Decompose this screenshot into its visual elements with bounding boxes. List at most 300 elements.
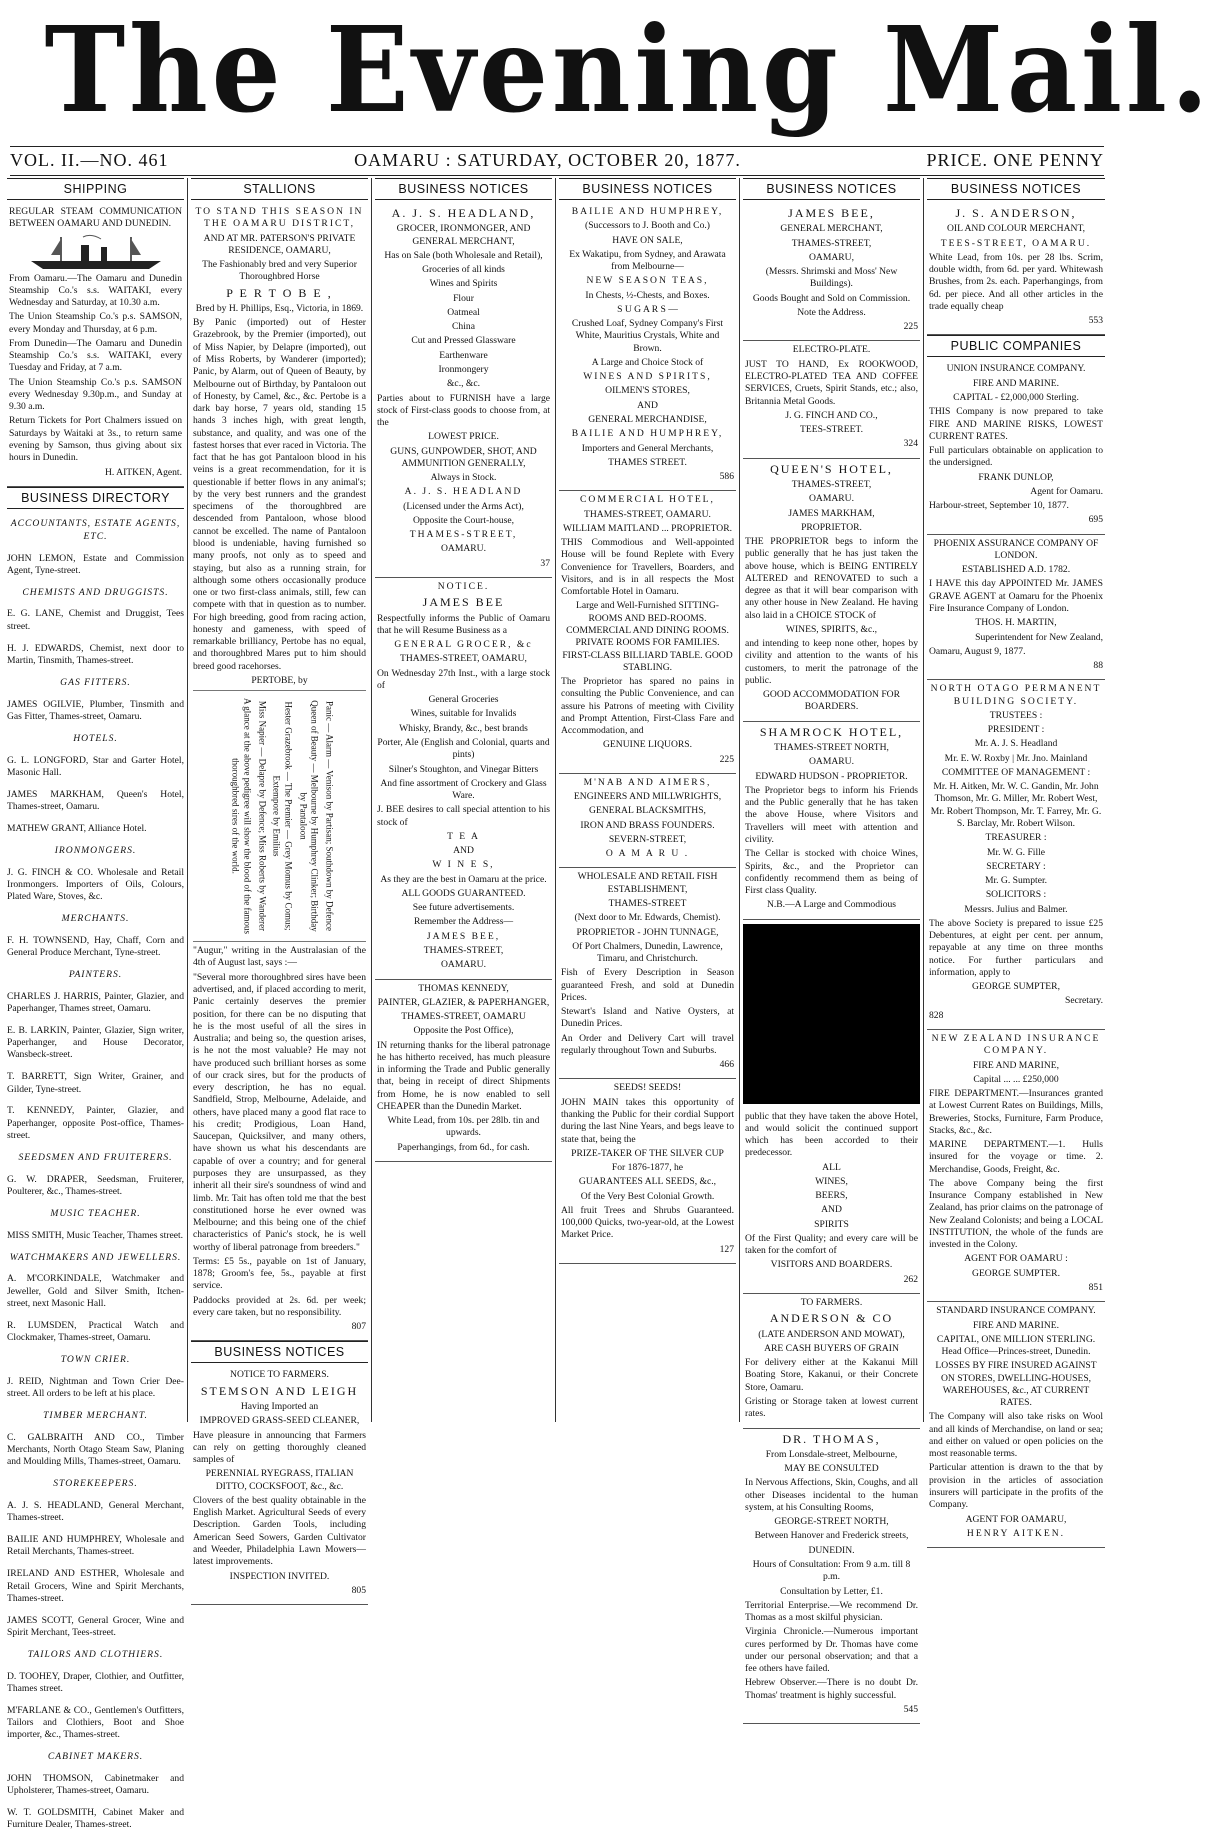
ad-text: Always in Stock.: [430, 472, 497, 484]
firm-name: J. G. FINCH AND CO.,: [785, 409, 878, 421]
ad-text: AGENT FOR OAMARU,: [965, 1513, 1067, 1525]
section-heading: STALLIONS: [191, 178, 368, 200]
stallion-location: AND AT MR. PATERSON'S PRIVATE RESIDENCE, OAMARU,: [203, 232, 356, 256]
list-item: Oatmeal: [447, 306, 480, 318]
list-item: General Groceries: [428, 694, 499, 706]
ad-text: Of the Very Best Colonial Growth.: [580, 1190, 715, 1202]
list-item: Cut and Pressed Glassware: [411, 335, 516, 347]
list-item: And fine assortment of Crockery and Glass Ware.: [380, 777, 547, 802]
ad-number: 37: [540, 557, 550, 569]
bailie-ad: [559, 203, 736, 491]
firm-name: JAMES BEE,: [426, 930, 501, 942]
directory-entry: J. G. FINCH & CO. Wholesale and Retail Ironmongers. Importers of Oils, Colours, Plated Ware, Stoves, &c.: [7, 866, 184, 903]
ad-text: Particular attention is drawn to the that by provision in the articles of association insurers will participate in the profits of the Company.: [929, 1462, 1103, 1511]
shipping-ad: [7, 203, 184, 487]
ad-text: ESTABLISHED A.D. 1782.: [961, 564, 1071, 576]
ad-text: Mr. E. W. Roxby | Mr. Jno. Mainland: [944, 752, 1088, 764]
firm-trade: PAINTER, GLAZIER, & PAPERHANGER,: [377, 996, 550, 1008]
redaction-block: [743, 924, 920, 1104]
directory-category: IRONMONGERS.: [54, 844, 137, 856]
ad-text: Messrs. Julius and Balmer.: [964, 903, 1068, 915]
ad-text: GOOD ACCOMMODATION FOR BOARDERS.: [763, 689, 900, 713]
ship-schedule: The Union Steamship Co.'s p.s. SAMSON every Wednesday 9.30p.m., and Sunday at 9.30 a.m.: [9, 376, 182, 413]
directory-entry: MATHEW GRANT, Alliance Hotel.: [7, 822, 147, 834]
ad-text: SOLICITORS :: [985, 889, 1047, 901]
ad-text: GENERAL MERCHANDISE,: [588, 413, 707, 425]
ad-number: 127: [719, 1243, 734, 1255]
ad-text: Territorial Enterprise.—We recommend Dr. Thomas as a most skilful physician.: [745, 1599, 918, 1624]
pedigree-line: Panic — Alarm — Venison by Partisan; Southdown by Defence: [323, 701, 334, 932]
ad-text: Fish of Every Description in Season guaranteed Fresh, and sold at Dunedin Prices.: [561, 967, 734, 1003]
ad-text: ENGINEERS AND MILLWRIGHTS,: [573, 791, 722, 803]
ad-number: 807: [351, 1321, 366, 1333]
ad-text: GUARANTEES ALL SEEDS, &c.,: [578, 1176, 717, 1188]
directory-category: PAINTERS.: [68, 968, 123, 980]
ad-text: THAMES-STREET, OAMARU: [401, 1011, 526, 1023]
ad-text: TEES-STREET, OAMARU.: [940, 237, 1092, 249]
list-item: &c., &c.: [446, 378, 481, 390]
ad-text: OAMARU.: [808, 756, 855, 768]
ad-text: PRESIDENT :: [987, 724, 1045, 736]
ad-text: IMPROVED GRASS-SEED CLEANER,: [199, 1415, 360, 1427]
ship-schedule: From Oamaru.—The Oamaru and Dunedin Steamship Co.'s s.s. WAITAKI, every Wednesday and Saturday, at 10.30 a.m.: [9, 272, 182, 309]
ad-title: ELECTRO-PLATE.: [792, 344, 871, 356]
ad-text: FRANK DUNLOP,: [978, 471, 1054, 483]
ad-number: 324: [903, 438, 918, 450]
ad-text: Remember the Address—: [413, 916, 514, 928]
firm-name: M'NAB AND AIMERS,: [583, 776, 712, 788]
section-heading: BUSINESS NOTICES: [743, 178, 920, 200]
ad-number: 828: [929, 1009, 944, 1021]
ad-text: PERENNIAL RYEGRASS, ITALIAN DITTO, COCKSFOOT, &c., &c.: [205, 1468, 354, 1492]
section-heading: PUBLIC COMPANIES: [927, 335, 1105, 357]
ad-text: ALL: [822, 1161, 841, 1173]
directory-entry: JAMES SCOTT, General Grocer, Wine and Spirit Merchant, Tees-street.: [7, 1614, 184, 1638]
ad-text: VISITORS AND BOARDERS.: [770, 1259, 893, 1271]
ad-text: (Messrs. Shrimski and Moss' New Buildings).: [765, 266, 898, 290]
ship-ad-title: REGULAR STEAM COMMUNICATION BETWEEN OAMARU AND DUNEDIN.: [9, 206, 182, 230]
list-item: Flour: [453, 292, 474, 304]
queens-hotel-ad: [743, 459, 920, 722]
ad-text: ARE CASH BUYERS OF GRAIN: [764, 1342, 899, 1354]
ad-text: The Proprietor has spared no pains in consulting the Public Convenience, and can assure his Patrons of meeting with Civility and Prompt Attention, First-Class Fare and Accommodation, and: [561, 676, 734, 737]
ad-text: OAMARU.: [440, 543, 487, 555]
ad-text: OAMARU,: [808, 251, 855, 263]
ad-number: 88: [1093, 660, 1103, 672]
ad-text: AND: [637, 399, 658, 411]
ad-text: BEERS,: [815, 1190, 848, 1202]
list-item: Porter, Ale (English and Colonial, quarts and pints): [377, 737, 550, 761]
ad-text: GENERAL MERCHANT,: [780, 223, 883, 235]
ad-text: Mr. H. Aitken, Mr. W. C. Gandin, Mr. John Thomson, Mr. G. Miller, Mr. Robert West, Mr. Robert Thompson, Mr. T. Farrey, Mr. G. S. Barclay, Mr. Robert Wilson.: [930, 781, 1102, 829]
ad-text: PRIZE-TAKER OF THE SILVER CUP: [571, 1147, 724, 1159]
ad-text: OAMARU.: [808, 493, 855, 505]
ad-text: Mr. G. Sumpter.: [984, 875, 1048, 887]
directory-entry: G. W. DRAPER, Seedsman, Fruiterer, Poulterer, &c., Thames-street.: [7, 1173, 184, 1197]
ad-text: Have pleasure in announcing that Farmers can rely on getting thoroughly cleaned samples of: [193, 1429, 366, 1466]
ad-number: 695: [1088, 514, 1103, 526]
list-item: Whisky, Brandy, &c., best brands: [399, 722, 528, 734]
ad-text: TRUSTEES :: [989, 709, 1043, 721]
firm-name: QUEEN'S HOTEL,: [770, 461, 893, 476]
steamship-icon: [21, 233, 171, 273]
firm-trade: GROCER, IRONMONGER, AND GENERAL MERCHANT,: [396, 223, 531, 247]
place-date: OAMARU : SATURDAY, OCTOBER 20, 1877.: [354, 150, 741, 170]
list-item: Ironmongery: [438, 364, 489, 376]
electro-plate-ad: [743, 341, 920, 458]
directory-category: MERCHANTS.: [61, 912, 130, 924]
directory-entry: JAMES OGILVIE, Plumber, Tinsmith and Gas Fitter, Thames-street, Oamaru.: [7, 698, 184, 722]
ad-text: Note the Address.: [797, 306, 866, 318]
columns: [4, 178, 1110, 1831]
column-business-4: [556, 178, 740, 1422]
directory-entry: G. L. LONGFORD, Star and Garter Hotel, Masonic Hall.: [7, 754, 184, 778]
ad-text: For 1876-1877, he: [611, 1162, 684, 1174]
directory-entry: H. J. EDWARDS, Chemist, next door to Martin, Tinsmith, Thames-street.: [7, 642, 184, 666]
ad-text: S U G A R S —: [617, 303, 678, 315]
ad-text: FIRE DEPARTMENT.—Insurances granted at Lowest Current Rates on Buildings, Mills, Breweries, Stocks, Furniture, Farm Produce, Stacks, &c., &c.: [929, 1088, 1103, 1136]
directory-category: GAS FITTERS.: [60, 676, 131, 688]
ad-text: In Chests, ½-Chests, and Boxes.: [585, 289, 710, 301]
ad-text: (Licensed under the Arms Act),: [403, 500, 524, 512]
directory-entry: A. M'CORKINDALE, Watchmaker and Jeweller, Gold and Silver Smith, Itchen-street, next Masonic Hall.: [7, 1273, 184, 1309]
ad-text: GEORGE SUMPTER,: [972, 981, 1060, 993]
ad-text: THAMES-STREET,: [791, 478, 872, 490]
firm-name: ANDERSON & CO: [769, 1311, 894, 1326]
stallion-breeder: Bred by H. Phillips, Esq., Victoria, in 1869.: [195, 302, 364, 314]
firm-name: A. J. S. HEADLAND: [404, 486, 523, 498]
dr-thomas-ad: [743, 1429, 920, 1725]
ad-text: THAMES-STREET,: [791, 237, 872, 249]
ad-text: Gristing or Storage taken at lowest current rates.: [745, 1395, 918, 1420]
shamrock-hotel-ad: [743, 722, 920, 920]
directory-entry: W. T. GOLDSMITH, Cabinet Maker and Furniture Dealer, Thames-street.: [7, 1807, 184, 1831]
ad-text: FIRE AND MARINE,: [972, 1059, 1060, 1071]
building-society-ad: [927, 680, 1105, 1030]
ad-text: INSPECTION INVITED.: [229, 1570, 330, 1582]
ship-schedule: The Union Steamship Co.'s p.s. SAMSON, every Monday and Thursday, at 6 p.m.: [9, 311, 182, 335]
list-item: Groceries of all kinds: [422, 264, 505, 276]
augur-quote-intro: "Augur," writing in the Australasian of the 4th of August last, says :—: [193, 945, 366, 969]
ad-text: Secretary.: [1065, 995, 1103, 1007]
ad-text: Importers and General Merchants,: [581, 442, 714, 454]
hotel-continued-ad: [743, 1108, 920, 1294]
ad-text: OAMARU.: [440, 959, 487, 971]
stallion-description: The Fashionably bred and very Superior Thoroughbred Horse: [202, 259, 357, 283]
pedigree-title: PERTOBE, by: [251, 674, 308, 686]
ad-text: THAMES STREET.: [608, 456, 687, 468]
ad-text: OIL AND COLOUR MERCHANT,: [946, 223, 1086, 235]
directory-category: TAILORS AND CLOTHIERS.: [27, 1648, 164, 1660]
farmers-ad: [743, 1294, 920, 1428]
section-heading: BUSINESS NOTICES: [559, 178, 736, 200]
ad-text: LOWEST PRICE.: [428, 431, 499, 443]
ad-text: J. BEE desires to call special attention to his stock of: [377, 804, 550, 828]
ad-text: I HAVE this day APPOINTED Mr. JAMES GRAVE AGENT at Oamaru for the Phoenix Fire Insurance Company of London.: [929, 578, 1103, 614]
ad-text: All fruit Trees and Shrubs Guaranteed. 100,000 Quicks, two-year-old, at the Lowest Market Price.: [561, 1204, 734, 1241]
ad-text: THAMES-STREET,: [409, 529, 518, 541]
ad-text: In Nervous Affections, Skin, Coughs, and all other Diseases incidental to the human system, at his Consulting Rooms,: [745, 1477, 918, 1513]
ad-number: 225: [719, 753, 734, 765]
ad-text: OILMEN'S STORES,: [605, 385, 690, 397]
ad-text: LOSSES BY FIRE INSURED AGAINST ON STORES, DWELLING-HOUSES, WAREHOUSES, &c., AT CURRENT RATES.: [935, 1360, 1097, 1409]
ad-text: Superintendent for New Zealand,: [975, 631, 1103, 643]
ad-text: N.B.—A Large and Commodious: [766, 899, 897, 911]
ad-text: Clovers of the best quality obtainable in the English Market. Agricultural Seeds of every Description. Garden Tools, including American Seed Sowers, Garden Cultivator and Weeder, Philadelphia Lawn Mowers—latest improvements.: [193, 1494, 366, 1568]
ad-text: Ex Wakatipu, from Sydney, and Arawata from Melbourne—: [569, 248, 726, 273]
directory-entry: E. G. LANE, Chemist and Druggist, Tees street.: [7, 608, 184, 632]
ad-text: Paperhangings, from 6d., for cash.: [397, 1141, 530, 1153]
directory-entry: E. B. LARKIN, Painter, Glazier, Sign writer, Paperhanger, and House Decorator, Wansbeck-street.: [7, 1024, 184, 1061]
ad-number: 262: [903, 1273, 918, 1285]
ad-number: 553: [1088, 315, 1103, 327]
ad-text: TEES-STREET.: [800, 424, 863, 436]
ad-text: The above Society is prepared to issue £25 Debentures, at eight per cent. per annum, repayable at any time on three months notice. For further particulars and information, apply to: [929, 917, 1103, 978]
firm-name: THOMAS KENNEDY,: [418, 982, 509, 994]
commercial-hotel-ad: [559, 491, 736, 774]
ad-text: Virginia Chronicle.—Numerous important cures performed by Dr. Thomas have come under our personal observation; and that a fee others have failed.: [745, 1626, 918, 1675]
ad-text: Opposite the Court-house,: [413, 514, 514, 526]
ad-text: Of Port Chalmers, Dunedin, Lawrence, Timaru, and Christchurch.: [572, 940, 723, 965]
directory-entry: JOHN THOMSON, Cabinetmaker and Upholsterer, Thames-street, Oamaru.: [7, 1772, 184, 1797]
anderson-oil-ad: [927, 203, 1105, 335]
directory-category: CHEMISTS AND DRUGGISTS.: [22, 586, 169, 598]
ad-text: MARINE DEPARTMENT.—1. Hulls insured for the voyage or time. 2. Merchandise, Goods, Freight, &c.: [929, 1139, 1103, 1175]
ad-text: public that they have taken the above Hotel, and would solicit the continued support which has been accorded to their predecessor.: [745, 1110, 918, 1159]
ship-schedule: Return Tickets for Port Chalmers issued on Saturdays by Waitaki at 3s., to return same evening by Samson, thus giving about six hours in Dunedin.: [9, 415, 182, 464]
section-heading: BUSINESS NOTICES: [375, 178, 552, 200]
ad-text: The Cellar is stocked with choice Wines, Spirits, &c., and the Proprietor can confidently recommend them as being of First class Quality.: [745, 848, 918, 897]
ad-text: From Lonsdale-street, Melbourne,: [765, 1448, 898, 1460]
ad-text: and intending to keep none other, hopes by civility and attention to the wants of his customers, to merit the patronage of the public.: [745, 638, 918, 686]
firm-name: JAMES BEE: [422, 595, 505, 610]
bee-merchant-ad: [743, 203, 920, 341]
ad-text: EDWARD HUDSON - PROPRIETOR.: [755, 770, 908, 782]
firm-name: NORTH OTAGO PERMANENT BUILDING SOCIETY.: [930, 683, 1102, 707]
firm-name: J. S. ANDERSON,: [955, 206, 1077, 220]
ad-text: W I N E S,: [432, 859, 495, 871]
ad-text: Harbour-street, September 10, 1877.: [929, 500, 1069, 512]
ad-text: Has on Sale (both Wholesale and Retail),: [384, 249, 543, 261]
ad-text: Hours of Consultation: From 9 a.m. till 8 p.m.: [752, 1558, 911, 1583]
directory-entry: R. LUMSDEN, Practical Watch and Clockmaker, Thames-street, Oamaru.: [7, 1319, 184, 1344]
ad-text: Capital ... ... £250,000: [973, 1073, 1059, 1085]
ad-number: 805: [351, 1584, 366, 1596]
ad-text: Full particulars obtainable on application to the undersigned.: [929, 445, 1103, 469]
ad-text: Between Hanover and Frederick streets,: [754, 1530, 909, 1542]
ad-text: A Large and Choice Stock of: [591, 356, 704, 368]
ad-text: MAY BE CONSULTED: [784, 1463, 879, 1475]
stemson-ad: [191, 1366, 368, 1605]
ad-text: WINES,: [815, 1175, 848, 1187]
ad-text: SEVERN-STREET,: [608, 833, 687, 845]
ad-text: WILLIAM MAITLAND ... PROPRIETOR.: [562, 522, 733, 534]
section-heading: SHIPPING: [7, 178, 184, 200]
directory-entry: M'FARLANE & CO., Gentlemen's Outfitters, Tailors and Clothiers, Boot and Shoe importer, &c., Thames-street.: [7, 1704, 184, 1741]
ad-text: GEORGE-STREET NORTH,: [774, 1516, 889, 1528]
ad-text: Respectfully informs the Public of Oamaru that he will Resume Business as a: [377, 612, 550, 636]
dateline: [10, 150, 1104, 174]
ad-text: Stewart's Island and Native Oysters, at Dunedin Prices.: [561, 1006, 734, 1030]
ad-text: FIRE AND MARINE.: [972, 377, 1060, 389]
ad-text: PROPRIETOR.: [801, 521, 862, 533]
ad-text: GEORGE SUMPTER.: [972, 1267, 1060, 1279]
ad-text: White Lead, from 10s. per 28lb. tin and upwards.: [387, 1115, 540, 1139]
ad-text: Consultation by Letter, £1.: [780, 1585, 883, 1597]
ad-text: (Next door to Mr. Edwards, Chemist).: [574, 912, 721, 924]
directory-entry: T. BARRETT, Sign Writer, Grainer, and Gilder, Tyne-street.: [7, 1071, 184, 1095]
ad-text: IRON AND BRASS FOUNDERS.: [580, 819, 715, 831]
phoenix-ad: [927, 535, 1105, 681]
list-item: Wines and Spirits: [429, 278, 498, 290]
directory-entry: A. J. S. HEADLAND, General Merchant, Thames-street.: [7, 1499, 184, 1524]
ad-text: THAMES-STREET, OAMARU,: [400, 653, 527, 665]
stallion-paddocks: Paddocks provided at 2s. 6d. per week; every care taken, but no responsibility.: [193, 1294, 366, 1318]
directory-entry: BAILIE AND HUMPHREY, Wholesale and Retail Merchants, Thames-street.: [7, 1534, 184, 1558]
ad-text: Mr. A. J. S. Headland: [974, 738, 1058, 750]
ad-text: AND: [821, 1204, 842, 1216]
firm-name: BAILIE AND HUMPHREY,: [571, 428, 724, 440]
firm-name: NEW ZEALAND INSURANCE COMPANY.: [931, 1032, 1101, 1057]
directory-entry: T. KENNEDY, Painter, Glazier, and Paperhanger, opposite Post-office, Thames-street.: [7, 1105, 184, 1141]
pedigree-note: A glance at the above pedigree will show the blood of the famous thoroughbred sires of the world.: [229, 698, 252, 935]
ad-text: THAMES-STREET: [608, 898, 687, 910]
firm-name: BAILIE AND HUMPHREY,: [571, 206, 724, 217]
ad-text: For delivery either at the Kakanui Mill Boating Store, Kakanui, or their Concrete Store, Oamaru.: [745, 1357, 918, 1393]
directory-category: MUSIC TEACHER.: [50, 1207, 141, 1219]
firm-name: UNION INSURANCE COMPANY.: [946, 363, 1086, 375]
stallion-name: P E R T O B E ,: [226, 285, 333, 300]
ad-text: IN returning thanks for the liberal patronage he has hitherto received, has much pleasure in informing the Trade and Public generally that, being in receipt of direct Shipments from Home, he is now enabled to sell CHEAPER than the Dunedin Market.: [377, 1039, 550, 1112]
firm-name: COMMERCIAL HOTEL,: [580, 494, 715, 506]
augur-quote: "Several more thoroughbred sires have been advertised, and, if placed according to merit, Panic certainly deserves the premier position, for there can be no disputing that he is the most useful of all the sires in Australia; and being so, the question arises, is he not the most valuable? He may not have produced such brilliant horses as some of our crack sires, but for the products of every description, he has no equal. Sandfield, Strop, Melbourne, Adelaide, and others, have placed many a good flat race to his credit; Prodigious, Loan Hand, Saucepan, Quicksilver, and many others, have shown us what his descendants are capable of over a country; and for general purposes they are unsurpassed, as they inherit all their sire's soundness of wind and limb. Mr. Tait has often told me that the best constitutioned horse he ever owned was Melbourne; and this being one of the chief characteristics of Panic's stock, he is well worthy of liberal patronage from breeders.": [193, 971, 366, 1253]
firm-name: A. J. S. HEADLAND,: [391, 206, 536, 220]
ad-text: GENERAL BLACKSMITHS,: [589, 805, 706, 817]
ad-text: CAPITAL - £2,000,000 Sterling.: [953, 392, 1079, 404]
column-business-3: [372, 178, 556, 1422]
ad-text: SPIRITS: [814, 1218, 849, 1230]
mnab-ad: [559, 774, 736, 869]
ad-text: THAMES-STREET,: [423, 945, 504, 956]
dateline-rule: [10, 175, 1104, 176]
ad-text: GENERAL GROCER, &c: [394, 639, 533, 651]
ad-number: 225: [903, 321, 918, 333]
directory-entry: C. GALBRAITH AND CO., Timber Merchants, North Otago Steam Saw, Planing and Moulding Mills, Thames-street, Oamaru.: [7, 1431, 184, 1468]
ad-text: Parties about to FURNISH have a large stock of First-class goods to choose from, at the: [377, 392, 550, 429]
directory-entry: F. H. TOWNSEND, Hay, Chaff, Corn and General Produce Merchant, Tyne-street.: [7, 934, 184, 959]
stallion-body: By Panic (imported) out of Hester Grazebrook, by the Premier (imported), out of Miss Napier, by Delapre (imported), out of Miss Roberts, by Wanderer (imported); Panic, by Alarm, out of Queen of Beauty, by Melbourne out of Birthday, by Pantaloon out of Honesty, by Camel, &c., &c. Pertobe is a dark bay horse, 7 years old, standing 15 hands 3 inches high, with great length, substance, and quality, and was one of the fastest horses that ever raced in Victoria. The fact that he has got Pantaloon blood in his veins is a great recommendation, for it is questionable if better flows in any animal's; by the very best runners and the grandest specimens of the thoroughbred are descended from Pantaloon, whose blood cannot be excelled. The name of Pantaloon blood is undeniable, having furnished so many proofs, not only as to speed and staying, but also as a running strain, for although some others occasionally produce one or two first-class animals, still, few can compete with that in question as to number. For high breeding, good from racing action, honesty and gameness, with speed of remarkable brilliancy, Pertobe has no equal, and thoroughbred Mares put to him should breed good racehorses.: [193, 317, 366, 672]
list-item: Silner's Stoughton, and Vinegar Bitters: [388, 763, 539, 775]
ad-number: 586: [719, 471, 734, 483]
section-heading: BUSINESS NOTICES: [927, 178, 1105, 200]
price: PRICE. ONE PENNY: [926, 150, 1104, 170]
firm-name: WHOLESALE AND RETAIL FISH ESTABLISHMENT,: [577, 871, 718, 895]
ad-text: TREASURER :: [985, 832, 1047, 844]
ad-text: On Wednesday 27th Inst., with a large stock of: [377, 667, 550, 691]
top-rule: [10, 146, 1104, 147]
ad-text: CAPITAL, ONE MILLION STERLING. Head Office—Princes-street, Dunedin.: [936, 1333, 1096, 1358]
nz-insurance-ad: [927, 1030, 1105, 1302]
ship-agent: H. AITKEN, Agent.: [104, 466, 182, 478]
ad-text: O A M A R U .: [605, 848, 690, 860]
ad-text: COMMITTEE OF MANAGEMENT :: [941, 766, 1091, 778]
ad-text: The Proprietor begs to inform his Friends and the Public generally that he has taken the above House, where Visitors and Travellers will meet with attention and civility.: [745, 784, 918, 845]
ad-text: Mr. W. G. Fille: [986, 846, 1046, 858]
ad-number: 545: [903, 1703, 918, 1715]
ad-text: Agent for Oamaru.: [1030, 485, 1103, 497]
ad-text: Hebrew Observer.—There is no doubt Dr. Thomas' treatment is highly successful.: [745, 1677, 918, 1701]
directory-entry: CHARLES J. HARRIS, Painter, Glazier, and Paperhanger, Thames street, Oamaru.: [7, 990, 184, 1015]
section-heading: BUSINESS NOTICES: [191, 1341, 368, 1363]
ad-text: HAVE ON SALE,: [612, 234, 683, 246]
ad-text: THIS Company is now prepared to take FIRE AND MARINE RISKS, LOWEST CURRENT RATES.: [929, 406, 1103, 442]
column-stallions: [188, 178, 372, 1596]
ad-text: (Successors to J. Booth and Co.): [585, 220, 710, 232]
ad-text: NEW SEASON TEAS,: [586, 275, 709, 287]
firm-name: STANDARD INSURANCE COMPANY.: [936, 1305, 1096, 1317]
bee-notice-ad: [375, 578, 552, 980]
column-business-6: [924, 178, 1108, 1539]
ad-text: THAMES-STREET NORTH,: [774, 742, 889, 754]
ad-text: The above Company being the first Insurance Company established in New Zealand, has prior claims on the patronage of New Zealand Colonists; and being a LOCAL INSTITUTION, the whole of the funds are invested in the Colony.: [929, 1177, 1103, 1251]
pedigree-line: Hester Grazebrook — The Premier — Grey Momus by Comus; Extempore by Emilius: [271, 701, 293, 931]
stallion-title: TO STAND THIS SEASON IN THE OAMARU DISTRICT,: [195, 206, 364, 230]
directory-category: CABINET MAKERS.: [47, 1751, 144, 1763]
firm-name: STEMSON AND LEIGH: [200, 1383, 359, 1398]
ad-text: AGENT FOR OAMARU :: [964, 1253, 1068, 1265]
ad-text: As they are the best in Oamaru at the price.: [380, 873, 547, 885]
newspaper-title: The Evening Mail.: [44, 0, 1212, 139]
ad-text: Opposite the Post Office),: [413, 1025, 514, 1037]
volume-number: VOL. II.—NO. 461: [10, 150, 169, 170]
ship-schedule: From Dunedin—The Oamaru and Dunedin Steamship Co.'s s.s. WAITAKI, every Tuesday and Friday, at 7 a.m.: [9, 337, 182, 374]
firm-name: PHOENIX ASSURANCE COMPANY OF LONDON.: [933, 537, 1099, 561]
ad-text: White Lead, from 10s. per 28 lbs. Scrim, double width, from 6d. per yard. Whitewash Brushes, from 2s. each. Paperhangings, from 6d. per piece. And all other articles in the trade equally cheap: [929, 251, 1103, 312]
union-insurance-ad: [927, 360, 1105, 534]
directory-entry: IRELAND AND ESTHER, Wholesale and Retail Grocers, Wine and Spirit Merchants, Thames-street.: [7, 1568, 184, 1604]
ad-text: WINES AND SPIRITS,: [583, 371, 712, 383]
ad-number: 466: [719, 1059, 734, 1071]
ad-text: FIRE AND MARINE.: [972, 1319, 1060, 1331]
list-item: Wines, suitable for Invalids: [410, 708, 517, 720]
list-item: Earthenware: [439, 349, 488, 361]
list-item: China: [452, 321, 475, 333]
directory-entry: D. TOOHEY, Draper, Clothier, and Outfitter, Thames street.: [7, 1670, 184, 1694]
ad-text: (LATE ANDERSON AND MOWAT),: [758, 1328, 905, 1340]
ad-text: DUNEDIN.: [808, 1544, 855, 1556]
ad-text: GENUINE LIQUORS.: [603, 739, 692, 751]
pedigree-line: Miss Napier — Delapre by Defence; Miss Roberts by Wanderer: [256, 701, 267, 932]
ad-text: WINES, SPIRITS, &c.,: [785, 623, 878, 635]
ad-text: See future advertisements.: [412, 902, 515, 914]
ad-text: GUNS, GUNPOWDER, SHOT, AND AMMUNITION GENERALLY,: [390, 445, 537, 469]
directory-entry: JOHN LEMON, Estate and Commission Agent, Tyne-street.: [7, 552, 184, 576]
directory-category: TOWN CRIER.: [60, 1353, 131, 1365]
ad-text: JAMES MARKHAM,: [788, 507, 875, 519]
directory-category: ACCOUNTANTS, ESTATE AGENTS, ETC.: [10, 518, 181, 542]
directory-category: TIMBER MERCHANT.: [43, 1409, 148, 1421]
standard-insurance-ad: [927, 1302, 1105, 1548]
ad-text: T E A: [447, 830, 480, 842]
ad-text: Having Imported an: [240, 1401, 319, 1413]
ad-text: An Order and Delivery Cart will travel regularly throughout Town and Suburbs.: [561, 1032, 734, 1056]
ad-text: Crushed Loaf, Sydney Company's First White, Mauritius Crystals, White and Brown.: [571, 318, 724, 354]
ad-text: THIS Commodious and Well-appointed House will be found Replete with Every Convenience for Travellers, Boarders, and Visitors, and is in all respects the Most Comfortable Hotel in Oamaru.: [561, 537, 734, 598]
stallion-ad: [191, 203, 368, 1341]
directory-entry: MISS SMITH, Music Teacher, Thames street.: [7, 1229, 184, 1241]
firm-name: DR. THOMAS,: [782, 1431, 881, 1446]
ad-text: Goods Bought and Sold on Commission.: [752, 292, 911, 304]
